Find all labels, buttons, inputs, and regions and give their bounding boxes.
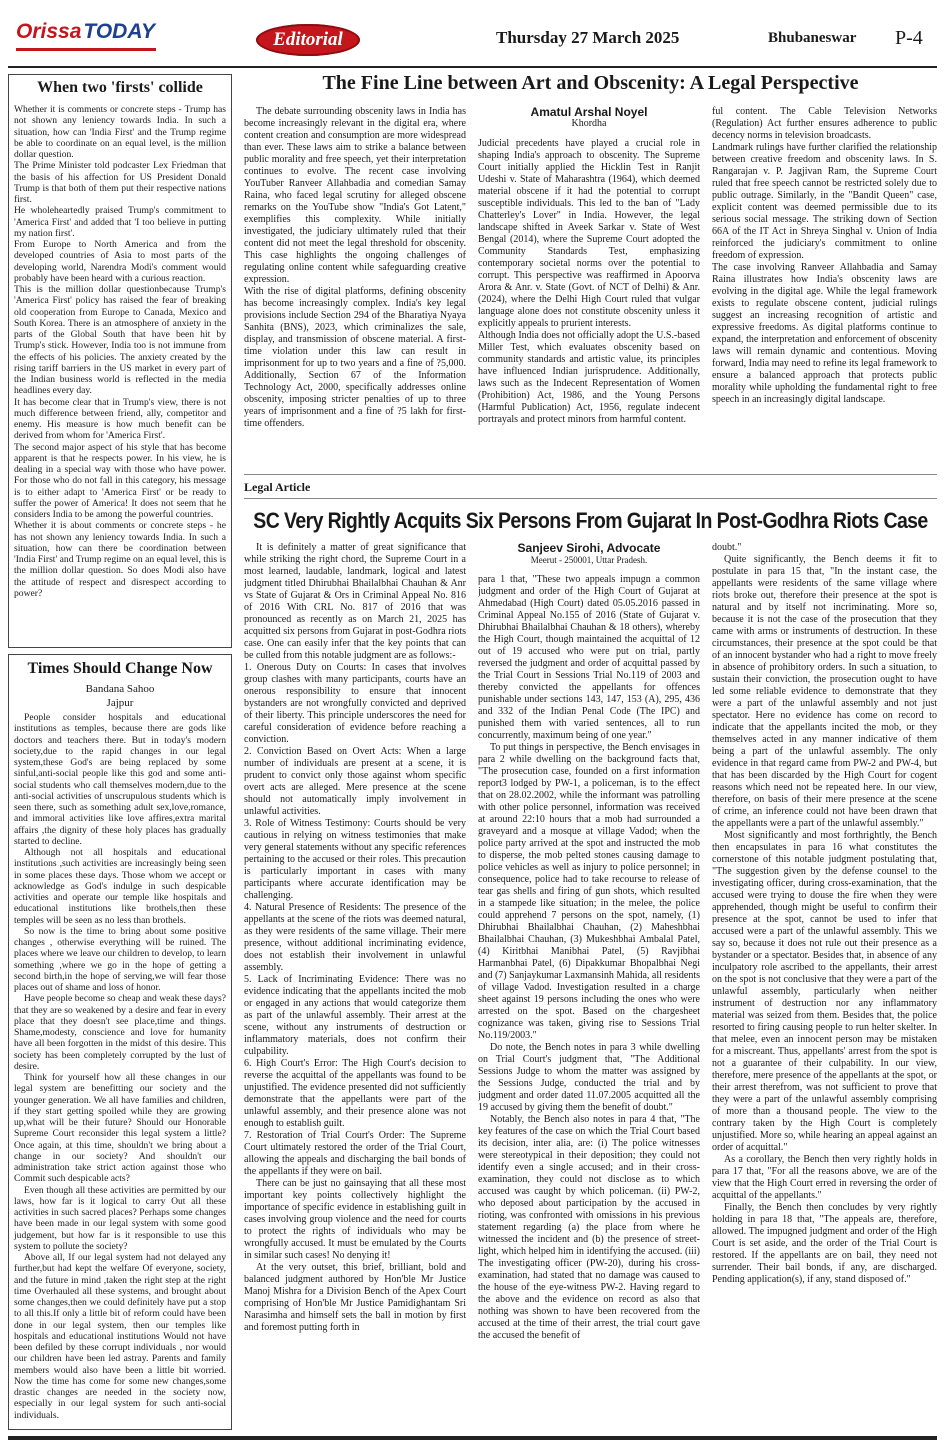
legal-para: To put things in perspective, the Bench envisages in para 2 while dwelling on the background facts that, "The prosecution case, founded on a first information report3 lodged by PW-1, a policeman, is to the effect that on 28.02.2002, while the informant was patrolling with other police personnel, information was received at around 22:10 hours that a mob had surrounded a graveyard and a mosque at village Vadod; when the police party arrived at the spot and instructed the mob to disperse, the mob pelted stones causing damage to police vehicles as well as injury to police personnel; in consequence, police had to take recourse to release of tear gas shells and firing of gun shots, which resulted in a stampede like situation; in the melee, the police could apprehend 7 persons on the spot, namely, (1) Dhirubhai Bhailalbhai Chauhan, (2) Maheshbhai Bhailalbhai Chauhan, (3) Mukeshbhai Ambalal Patel, (4) Kiritbhai Manibhai Patel, (5) Ravjibhai Harmanbhai Patel, (6) Dipakkumar Bhopalbhai Negi and (7) Sanjaykumar Laxmansinh Mahida, all residents of village Vadod. Investigation resulted in a charge sheet against 19 persons including the ones who were arrested on the spot. Based on the chargesheet cognizance was taken, giving rise to Sessions Trial No.119/2003." — [478, 742, 700, 1041]
logo-text-orissa: Orissa — [16, 20, 82, 43]
section-divider — [244, 498, 937, 499]
legal-para: 4. Natural Presence of Residents: The presence of the appellants at the scene of the riots was deemed natural, as they were residents of the same village. Their mere presence, without additional incriminating evidence, does not establish their involvement in unlawful assembly. — [244, 902, 466, 973]
legal-author-place: Meerut - 250001, Uttar Pradesh. — [530, 555, 648, 565]
legal-author: Sanjeev Sirohi, Advocate — [517, 542, 661, 555]
legal-headline: SC Very Rightly Acquits Six Persons From Gujarat In Post-Godhra Riots Case — [253, 508, 928, 534]
times-para: Although not all hospitals and educational institutions ,such activities are increasingly being seen in some places these days. Those whom we accept or acknowledge as God's indulge in such despicable activities and operate our temple like hospitals and educational institutions like brothels,then these temples will be seen as no less than brothels. — [14, 847, 226, 926]
legal-para: 1. Onerous Duty on Courts: In cases that involves group clashes with many participants, courts have an onerous responsibility to ensure that innocent bystanders are not wrongfully convicted and deprived of their liberty. This principle underscores the need for careful consideration of evidence before reaching a conviction. — [244, 662, 466, 745]
legal-byline — [478, 542, 700, 566]
times-title: Times Should Change Now — [27, 660, 213, 677]
art-headline: The Fine Line between Art and Obscenity: A Legal Perspective — [322, 72, 859, 94]
art-author: Amatul Arshal Noyel — [530, 106, 648, 119]
firsts-para: Whether it is comments or concrete steps - Trump has not shown any leniency towards India. In such a situation, how can 'India First' and the Trump regime be able to coordinate on an equal level, is the million dollar question. — [14, 104, 226, 160]
section-badge: Editorial — [256, 24, 360, 56]
firsts-editorial-box — [8, 74, 232, 648]
issue-date: Thursday 27 March 2025 — [496, 28, 680, 47]
firsts-para: Whether it is about comments or concrete steps - he has not shown any leniency towards India. In such a situation, how can there be coordination between 'India First' and Trump regime on an equal level, this is the million dollar question. So does Modi also have the attitude of respect and disrespect according to power? — [14, 520, 226, 599]
art-column-2 — [478, 106, 700, 472]
firsts-title: When two 'firsts' collide — [37, 79, 203, 96]
art-byline — [478, 106, 700, 130]
firsts-para: It has become clear that in Trump's view, there is not much difference between friend, ally, competitor and enemy. His measure is how much benefit can be derived from whom for 'America First'. — [14, 396, 226, 442]
times-para: People consider hospitals and educational institutions as temples, because there are gods like doctors and teachers there. But in today's modern society,due to the rapid changes in our legal system,these God's are being replaced by some sinful,anti-social people like this god and some anti-social students who call themselves modern,due to the anti-social activities of unscrupulous students which is seen there, such as something adult sex,love,romance, and immoral activities like love affires,extra marital affairs ,the dignity of these holy places has gradually started to decline. — [14, 712, 226, 847]
legal-para: Notably, the Bench also notes in para 4 that, "The key features of the case on which the Trial Court based its decision, inter alia, are: (i) The police witnesses were stereotypical in their deposition; they could not identify even a single accused; and in their cross-examination, they could not disclose as to which accused was caught by which policeman. (ii) PW-2, who deposed about participation by the accused in rioting, was confronted with omissions in his previous statement regarding (a) the place from where he witnessed the incident and (b) the presence of street-light, which helped him in identifying the accused. (iii) The investigating officer (PW-20), during his cross-examination, had stated that no damage was caused to the house of the eye-witness PW-2. Having regard to the above and the evidence on record as also that nothing was shown to have been recovered from the accused at the time of their arrest, the trial court gave the accused the benefit of — [478, 1114, 700, 1341]
legal-column-1 — [244, 542, 466, 1430]
page-number: P-4 — [895, 27, 923, 49]
edition-city: Bhubaneswar — [768, 30, 857, 46]
times-para: Even though all these activities are permitted by our laws, how far is it logical to carry Out all these activities in such sacred places? Perhaps some changes have been made in our legal system with some good judgement, but how far is it responsible to use this system to pollute the society? — [14, 1184, 226, 1252]
legal-para: As a corollary, the Bench then very rightly holds in para 17 that, "For all the reasons above, we are of the view that the High Court erred in reversing the order of acquittal of the appellants." — [712, 1154, 937, 1201]
logo-text-today: TODAY — [83, 20, 155, 43]
legal-para: It is definitely a matter of great significance that while striking the right chord, the Supreme Court in a most learned, laudable, landmark, logical and latest judgment titled Dhirubhai Bhailalbhai Chauhan & Anr vs State of Gujarat & Ors in Criminal Appeal No. 816 of 2016 With CRL No. 817 of 2016 that was pronounced as recently as on March 21, 2025 has acquitted six persons from Gujarat in post-Godhra riots case. One can easily infer that the key points that can be culled from this notable judgment are as follows:- — [244, 542, 466, 661]
legal-para: At the very outset, this brief, brilliant, bold and balanced judgment authored by Hon'ble Mr Justice Manoj Mishra for a Division Bench of the Apex Court comprising of Hon'ble Mr Justice Pamidighantam Sri Narasimha and himself sets the ball in motion by first and foremost putting forth in — [244, 1262, 466, 1333]
art-para: The case involving Ranveer Allahbadia and Samay Raina illustrates how India's obscenity laws are evolving in the digital age. While the legal framework exists to regulate obscene content, judicial rulings suggest an increasing recognition of artistic and expressive freedoms. As digital platforms continue to expand, the interpretation and enforcement of obscenity laws will remain dynamic and contentious. Moving forward, India may need to refine its legal framework to ensure a balanced approach that protects public morality while upholding the fundamental right to free speech in an increasingly digital landscape. — [712, 262, 937, 405]
legal-para: Most significantly and most forthrightly, the Bench then encapsulates in para 16 what constitutes the cornerstone of this notable judgment postulating that, "The suggestion given by the defense counsel to the investigating officer, during cross-examination, that the accused were trying to douse the fire when they were apprehended, though might be useful to confirm their presence at the spot, cannot be used to infer that accused were a part of the unlawful assembly. This we say so, because it does not rule out their presence as a bystander or a spectator. Besides that, in absence of any inculpatory role ascribed to the appellants, their arrest on the spot is not conclusive that they were a part of the unlawful assembly, particularly when neither instrument of destruction nor any inflammatory material was seized from them. Besides that, the police resorted to firing causing people to run helter skelter. In that melee, even an innocent person may be mistaken for a miscreant. Thus, appellants' arrest from the spot is not a guarantee of their culpability. In our view, therefore, mere presence of the appellants at the spot, or their arrest therefrom, was not sufficient to prove that they were a part of the unlawful assembly comprising of more than a thousand people. The view to the contrary taken by the High Court is completely unjustified. More so, while hearing an appeal against an order of acquittal." — [712, 830, 937, 1153]
firsts-para: From Europe to North America and from the developed countries of Asia to most parts of the developing world, Narendra Modi's comment would probably have been heard with a curious reaction. — [14, 239, 226, 284]
legal-article-label: Legal Article — [244, 480, 311, 494]
firsts-para: This is the million dollar questionbecause Trump's 'America First' policy has raised the fear of breaking old cooperation from Europe to Canada, Mexico and South Korea. There is an atmosphere of anxiety in the parts of the Global South that have been hit by Trump's stick. However, India too is not immune from the effects of his policies. The anxiety created by the rising tariff barriers in the US market in every part of the Indian business world is reflected in the media headlines every day. — [14, 284, 226, 397]
legal-column-3 — [712, 542, 937, 1430]
art-para: ful content. The Cable Television Networks (Regulation) Act further ensures adherence to public decency norms in television broadcasts. — [712, 106, 937, 141]
legal-para: 7. Restoration of Trial Court's Order: The Supreme Court ultimately restored the order of the Trial Court, allowing the appeals and discharging the bail bonds of the appellants if they were on bail. — [244, 1130, 466, 1177]
footer-rule — [8, 1436, 937, 1440]
firsts-para: The second major aspect of his style that has become apparent is that he respects power. In his view, he is dealing in a special way with those who have power. For those who do not fall in this category, his message is to either adapt to 'America First' or be ready to suffer the power of America! It does not seem that he considers India to be among the powerful countries. — [14, 441, 226, 520]
legal-para: 2. Conviction Based on Overt Acts: When a large number of individuals are present at a scene, it is prudent to convict only those against whom specific overt acts are alleged. Mere presence at the scene should not automatically imply involvement in unlawful activities. — [244, 746, 466, 817]
art-para: The debate surrounding obscenity laws in India has become increasingly relevant in the digital era, where content creation and consumption are more widespread than ever. These laws aim to strike a balance between public morality and free speech, yet their interpretation continues to evolve. The recent case involving YouTuber Ranveer Allahbadia and comedian Samay Raina, who faced legal scrutiny for alleged obscene remarks on the YouTube show "India's Got Latent," exemplifies this complexity. While initially investigated, the judiciary ultimately ruled that their content did not meet the legal threshold for obscenity. This case highlights the ongoing challenges of regulating online content while safeguarding creative expression. — [244, 106, 466, 285]
firsts-para: He wholeheartedly praised Trump's commitment to 'America First' and added that 'I too believe in putting my nation first'. — [14, 205, 226, 239]
art-para: With the rise of digital platforms, defining obscenity has become increasingly complex. India's key legal provisions include Section 294 of the Bharatiya Nyaya Sanhita (BNS), 2023, which criminalizes the sale, display, and transmission of obscene material. A first-time violation under this law can result in imprisonment for up to two years and a fine of ?5,000. Additionally, Section 67 of the Information Technology Act, 2000, specifically addresses online obscenity, imposing stricter penalties of up to three years of imprisonment and a fine of ?5 lakh for first-time offenders. — [244, 286, 466, 429]
masthead — [8, 6, 937, 64]
art-para: Judicial precedents have played a crucial role in shaping India's approach to obscenity. The Supreme Court initially applied the Hicklin Test in Ranjit Udeshi v. State of Maharashtra (1964), which deemed material obscene if it had the potential to corrupt susceptible individuals. This led to the ban of "Lady Chatterley's Lover" in India. However, the legal landscape shifted in Aveek Sarkar v. State of West Bengal (2014), where the Supreme Court adopted the Community Standards Test, emphasizing contemporary societal norms over the potential to corrupt. This perspective was reaffirmed in Apoorva Arora & Anr. v. State (Govt. of NCT of Delhi) & Anr. (2024), where the Delhi High Court ruled that vulgar language alone does not constitute obscenity unless it explicitly appeals to prurient interests. — [478, 138, 700, 329]
legal-para: There can be just no gainsaying that all these most important key points collectively highlight the importance of specific evidence in establishing guilt in cases involving group violence and the need for courts to protect the rights of individuals who may be wrongfully accused. It must be emulated by the Courts in similar such cases! No denying it! — [244, 1178, 466, 1261]
times-body — [9, 712, 231, 1421]
legal-para: 5. Lack of Incriminating Evidence: There was no evidence indicating that the appellants incited the mob or engaged in any actions that would categorize them as part of the unlawful assembly. Their arrest at the scene, without any instruments of destruction or inflammatory materials, does not confirm their culpability. — [244, 974, 466, 1057]
legal-para: Quite significantly, the Bench deems it fit to postulate in para 15 that, "In the instant case, the appellants were residents of the same village where riots broke out, therefore their presence at the spot is natural and by itself not incriminating. More so, because it is not the case of the prosecution that they came with arms or instruments of destruction. In these circumstances, their presence at the spot could be that of an innocent bystander who had a right to move freely in absence of prohibitory orders. In such a situation, to sustain their conviction, the prosecution ought to have led some reliable evidence to demonstrate that they were a part of the unlawful assembly and not just spectator. Here no evidence has come on record to indicate that the appellants incited the mob, or they themselves acted in any manner indicative of them being a part of the unlawful assembly. The only evidence in that regard came from PW-2 and PW-4, but that has been discarded by the High Court for cogent reasons which need not be repeated here. In our view, therefore, on basis of their mere presence at the scene of crime, an inference could not have been drawn that the appellants were a part of the unlawful assembly." — [712, 554, 937, 829]
legal-para: 6. High Court's Error: The High Court's decision to reverse the acquittal of the appellants was found to be unjustified. The evidence presented did not sufficiently demonstrate that the appellants were part of the unlawful assembly, and their presence alone was not enough to establish guilt. — [244, 1058, 466, 1129]
legal-para: Finally, the Bench then concludes by very rightly holding in para 18 that, "The appeals are, therefore, allowed. The impugned judgment and order of the High Court is set aside, and the order of the Trial Court is restored. If the appellants are on bail, they need not surrender. Their bail bonds, if any, are discharged. Pending application(s), if any, stand disposed of." — [712, 1202, 937, 1285]
header-rule — [8, 66, 937, 68]
newspaper-logo — [16, 20, 155, 44]
times-change-box — [8, 654, 232, 1430]
firsts-body — [9, 104, 231, 599]
times-place: Jajpur — [106, 697, 134, 709]
times-para: So now is the time to bring about some positive changes , otherwise everything will be ruined. The places where we leave our children to develop, to learn something ,where we go in the hope of getting a second birth,in the hope of serving,we will fear those places out of shame and loss of honor. — [14, 925, 226, 993]
legal-para: para 1 that, "These two appeals impugn a common judgment and order of the High Court of Gujarat at Ahmedabad (High Court) dated 05.05.2016 passed in Criminal Appeal No.155 of 2016 (State of Gujarat v. Dhirubhai Bhailalbhai Chauhan & 18 others), whereby the High Court, though maintained the acquittal of 12 out of 19 accused who were put on trial, partly reversed the judgment and order of acquittal passed by the Trial Court in Sessions Trial No.119 of 2003 and thereby convicted the appellants for offences punishable under sections 143, 147, 153 (A), 295, 436 and 332 of the Indian Penal Code (The IPC) and punished them with varied sentences, all to run concurrently, maximum being of one year." — [478, 574, 700, 741]
legal-para: doubt." — [712, 542, 742, 553]
legal-column-2 — [478, 542, 700, 1430]
art-para: Although India does not officially adopt the U.S.-based Miller Test, which evaluates obscenity based on community standards and artistic value, its principles have influenced Indian jurisprudence. Additionally, laws such as the Indecent Representation of Women (Prohibition) Act, 1986, and the Young Persons (Harmful Publication) Act, 1956, regulate indecent portrayals and protect minors from harmful content. — [478, 330, 700, 425]
firsts-para: The Prime Minister told podcaster Lex Friedman that the basis of his affection for US President Donald Trump is that both of them put their respective nations first. — [14, 160, 226, 205]
times-para: Think for yourself how all these changes in our legal system are benefitting our society and the younger generation. We all have families and children, if they start getting spoiled while they are growing up,what will be their future? Should our Honorable Supreme Court reconsider this legal system a little? Once again, at this time, shouldn't we bring about a change in our society? And shouldn't our administration take strict action against those who Commit such despicable acts? — [14, 1072, 226, 1185]
times-author: Bandana Sahoo — [85, 683, 155, 695]
logo-underline — [16, 48, 156, 51]
art-para: Landmark rulings have further clarified the relationship between creative freedom and obscenity laws. In S. Rangarajan v. P. Jagjivan Ram, the Supreme Court ruled that free speech cannot be restricted solely due to public outrage. Similarly, in the "Bandit Queen" case, explicit content was deemed permissible due to its serious social message. The striking down of Section 66A of the IT Act in Shreya Singhal v. Union of India reinforced the judiciary's commitment to online freedom of expression. — [712, 142, 937, 261]
art-column-3 — [712, 106, 937, 472]
times-para: Have people become so cheap and weak these days? that they are so weakened by a desire and fear in every place that they doesn't see place,time and things. Shame,modesty, conscience and love for humanity have all been forgotten in the midst of this desire. This society has been completely corrupted by the lust of desire. — [14, 993, 226, 1072]
art-author-place: Khordha — [571, 118, 607, 129]
times-para: Above all, If our legal system had not delayed any further,but had kept the welfare Of everyone, society, and the future in mind ,taken the right step at the right time Overhauled all these systems, and brought about some changes,then we could definitely have put a stop to all this.If only a little bit of reform could have been done in our legal system, then our temples like hospitals and educational institutions Would not have been defiled by these corrupt individuals , nor would our children have been led astray. Parents and family members would also have been a little bit worried. Now the time has come for some new changes,some drastic changes are needed in the society now, especially in our legal system for such anti-social individuals. — [14, 1252, 226, 1421]
section-divider — [244, 474, 937, 475]
legal-para: Do note, the Bench notes in para 3 while dwelling on Trial Court's judgment that, "The Additional Sessions Judge to whom the matter was assigned by the Sessions Judge, conducted the trial and by judgment and order dated 11.07.2005 acquitted all the 19 accused by giving them the benefit of doubt." — [478, 1042, 700, 1113]
art-column-1 — [244, 106, 466, 472]
legal-para: 3. Role of Witness Testimony: Courts should be very cautious in relying on witness testimonies that make very general statements without any specific references pertaining to the accused or their roles. This precaution is particularly important in cases with many participants where accurate identification may be challenging. — [244, 818, 466, 901]
